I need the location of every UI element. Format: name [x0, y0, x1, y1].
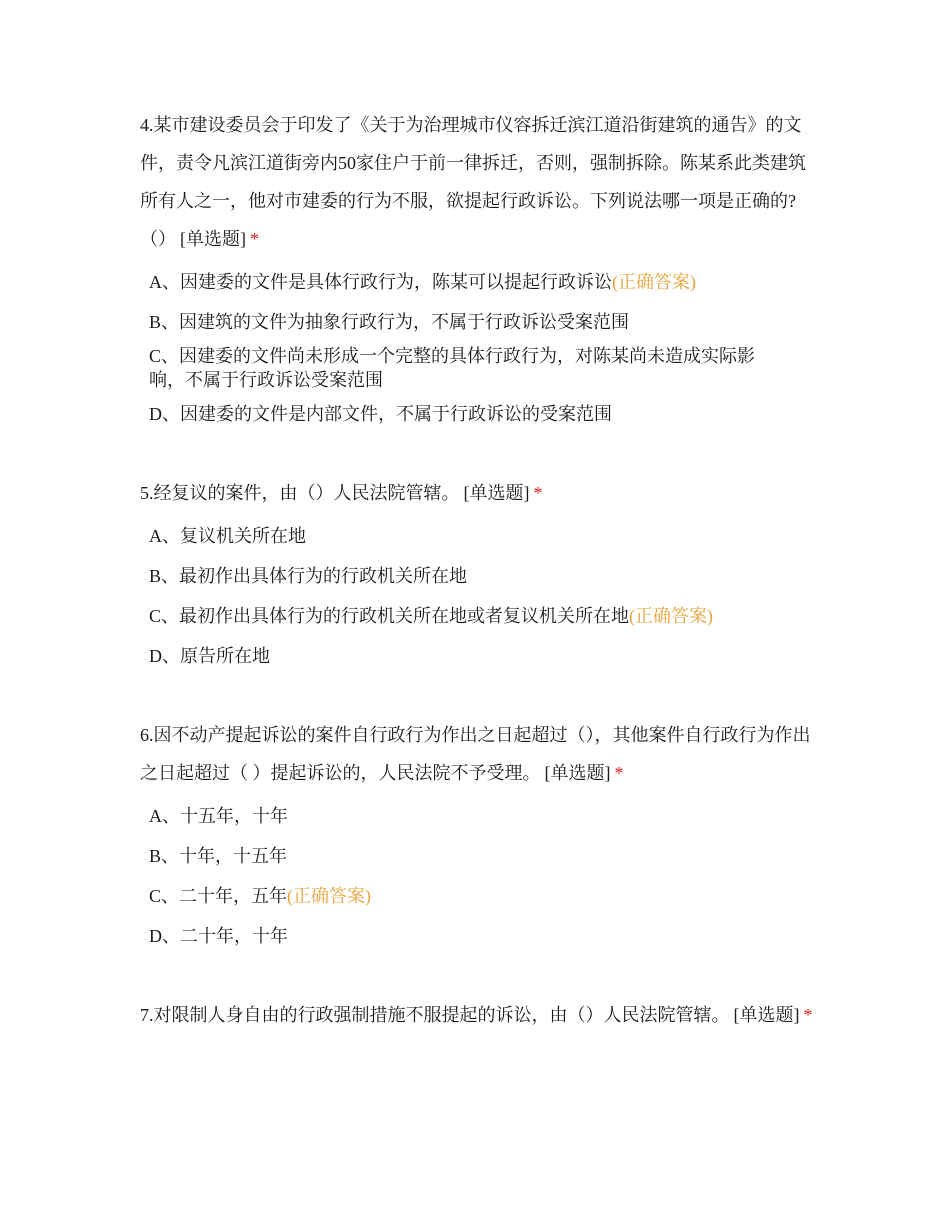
options-list	[140, 804, 820, 948]
question-6	[140, 716, 820, 964]
option-c[interactable]	[149, 884, 789, 908]
option-a[interactable]	[149, 804, 789, 828]
option-text: D、二十年，十年	[149, 926, 288, 946]
option-text: C、因建委的文件尚未形成一个完整的具体行政行为，对陈某尚未造成实际影响，不属于行政诉讼受案范围	[149, 346, 756, 390]
option-text: C、二十年，五年	[149, 886, 288, 906]
option-a[interactable]	[149, 270, 789, 294]
question-type-label: [单选题]	[463, 483, 530, 503]
required-mark: *	[250, 229, 259, 249]
option-text: A、因建委的文件是具体行政行为，陈某可以提起行政诉讼	[149, 272, 612, 292]
required-mark: *	[614, 763, 624, 783]
required-mark: *	[803, 1005, 813, 1025]
option-d[interactable]	[149, 924, 789, 948]
option-a[interactable]	[149, 524, 789, 548]
question-type-label: [单选题]	[180, 229, 246, 249]
option-text: D、因建委的文件是内部文件，不属于行政诉讼的受案范围	[149, 404, 612, 424]
question-stem	[140, 474, 820, 512]
question-5	[140, 474, 820, 684]
option-text: B、最初作出具体行为的行政机关所在地	[149, 566, 468, 586]
question-stem	[140, 106, 820, 258]
option-text: B、十年，十五年	[149, 846, 288, 866]
question-text: 4.某市建设委员会于印发了《关于为治理城市仪容拆迁滨江道沿街建筑的通告》的文件，责令凡滨江道街旁内50家住户于前一律拆迁，否则，强制拆除。陈某系此类建筑所有人之一，他对市建委的行为不服，欲提起行政诉讼。下列说法哪一项是正确的?（）	[140, 115, 806, 249]
question-type-label: [单选题]	[544, 763, 611, 783]
option-c[interactable]	[149, 344, 789, 392]
option-d[interactable]	[149, 402, 789, 426]
required-mark: *	[533, 483, 543, 503]
option-text: A、复议机关所在地	[149, 526, 306, 546]
question-7	[140, 996, 820, 1034]
correct-answer-tag: (正确答案)	[629, 606, 714, 626]
option-b[interactable]	[149, 844, 789, 868]
options-list	[140, 524, 820, 668]
correct-answer-tag: (正确答案)	[612, 272, 696, 292]
question-stem	[140, 716, 820, 792]
option-d[interactable]	[149, 644, 789, 668]
option-b[interactable]	[149, 564, 789, 588]
options-list	[140, 270, 820, 426]
option-text: B、因建筑的文件为抽象行政行为，不属于行政诉讼受案范围	[149, 312, 630, 332]
option-text: A、十五年，十年	[149, 806, 288, 826]
question-stem	[140, 996, 820, 1034]
question-4	[140, 106, 820, 442]
question-text: 7.对限制人身自由的行政强制措施不服提起的诉讼，由（）人民法院管辖。	[140, 1005, 730, 1025]
correct-answer-tag: (正确答案)	[287, 886, 372, 906]
option-text: C、最初作出具体行为的行政机关所在地或者复议机关所在地	[149, 606, 630, 626]
option-c[interactable]	[149, 604, 789, 628]
question-text: 5.经复议的案件，由（）人民法院管辖。	[140, 483, 460, 503]
question-text: 6.因不动产提起诉讼的案件自行政行为作出之日起超过（），其他案件自行政行为作出之日起超过（ ）提起诉讼的，人民法院不予受理。	[140, 725, 811, 783]
option-text: D、原告所在地	[149, 646, 270, 666]
option-b[interactable]	[149, 310, 789, 334]
question-type-label: [单选题]	[733, 1005, 800, 1025]
